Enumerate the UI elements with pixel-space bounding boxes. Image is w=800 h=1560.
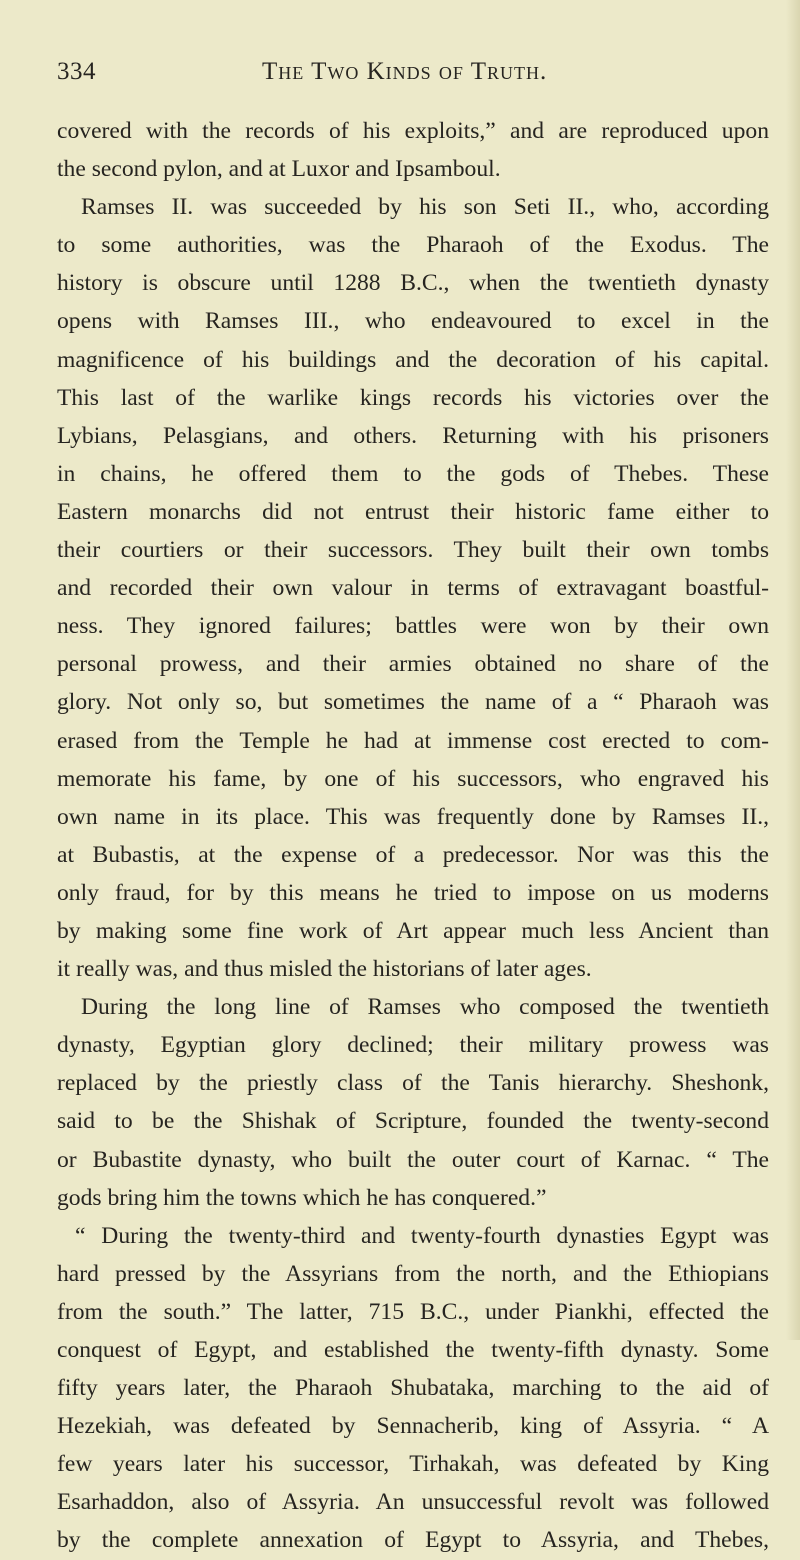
text-line: own name in its place. This was frequently done by Ramses II., bbox=[57, 803, 769, 830]
text-line: personal prowess, and their armies obtained no share of the bbox=[57, 651, 769, 678]
text-line: the second pylon, and at Luxor and Ipsamboul. bbox=[57, 156, 501, 183]
text-line: dynasty, Egyptian glory declined; their military prowess was bbox=[57, 1032, 769, 1059]
body-text bbox=[57, 112, 769, 1560]
text-line: “ During the twenty-third and twenty-fourth dynasties Egypt was bbox=[75, 1222, 769, 1249]
text-line: at Bubastis, at the expense of a predecessor. Nor was this the bbox=[57, 841, 769, 868]
text-line: Esarhaddon, also of Assyria. An unsuccessful revolt was followed bbox=[57, 1489, 769, 1516]
text-line: from the south.” The latter, 715 B.C., under Piankhi, effected the bbox=[57, 1298, 769, 1325]
page-header bbox=[57, 56, 757, 92]
text-line: conquest of Egypt, and established the twenty-fifth dynasty. Some bbox=[57, 1337, 769, 1363]
text-line: Eastern monarchs did not entrust their historic fame either to bbox=[57, 498, 769, 525]
text-line: history is obscure until 1288 B.C., when the twentieth dynasty bbox=[57, 270, 769, 297]
text-line: hard pressed by the Assyrians from the north, and the Ethiopians bbox=[57, 1260, 769, 1287]
text-line: or Bubastite dynasty, who built the outer court of Karnac. “ The bbox=[57, 1146, 769, 1173]
text-line: Hezekiah, was defeated by Sennacherib, king of Assyria. “ A bbox=[57, 1413, 769, 1440]
text-line: Lybians, Pelasgians, and others. Returning with his prisoners bbox=[57, 422, 769, 449]
text-line: magnificence of his buildings and the decoration of his capital. bbox=[57, 346, 769, 373]
running-head: The Two Kinds of Truth. bbox=[262, 58, 548, 85]
text-line: by making some fine work of Art appear much less Ancient than bbox=[57, 917, 769, 944]
text-line: said to be the Shishak of Scripture, founded the twenty-second bbox=[57, 1108, 769, 1135]
page-edge-shadow bbox=[786, 0, 800, 1340]
text-line: and recorded their own valour in terms of extravagant boastful- bbox=[57, 575, 769, 602]
text-line: only fraud, for by this means he tried to impose on us moderns bbox=[57, 879, 769, 906]
text-line: few years later his successor, Tirhakah, was defeated by King bbox=[57, 1451, 769, 1478]
text-line: by the complete annexation of Egypt to Assyria, and Thebes, bbox=[57, 1527, 769, 1554]
text-line: memorate his fame, by one of his successors, who engraved his bbox=[57, 765, 769, 792]
page-number: 334 bbox=[57, 58, 96, 85]
text-line: their courtiers or their successors. They built their own tombs bbox=[57, 537, 769, 564]
text-line: This last of the warlike kings records his victories over the bbox=[57, 384, 769, 411]
text-line: During the long line of Ramses who composed the twentieth bbox=[81, 994, 769, 1021]
text-line: gods bring him the towns which he has conquered.” bbox=[57, 1184, 547, 1211]
text-line: Ramses II. was succeeded by his son Seti II., who, according bbox=[81, 194, 769, 221]
text-line: glory. Not only so, but sometimes the name of a “ Pharaoh was bbox=[57, 689, 769, 716]
text-line: erased from the Temple he had at immense cost erected to com- bbox=[57, 727, 769, 754]
text-line: replaced by the priestly class of the Tanis hierarchy. Sheshonk, bbox=[57, 1070, 769, 1097]
text-line: in chains, he offered them to the gods of Thebes. These bbox=[57, 460, 769, 487]
text-line: it really was, and thus misled the historians of later ages. bbox=[57, 956, 592, 983]
text-line: fifty years later, the Pharaoh Shubataka, marching to the aid of bbox=[57, 1375, 769, 1402]
text-line: to some authorities, was the Pharaoh of the Exodus. The bbox=[57, 232, 769, 259]
text-line: opens with Ramses III., who endeavoured to excel in the bbox=[57, 308, 769, 335]
text-line: covered with the records of his exploits,” and are reproduced upon bbox=[57, 118, 769, 144]
text-line: ness. They ignored failures; battles were won by their own bbox=[57, 613, 769, 640]
